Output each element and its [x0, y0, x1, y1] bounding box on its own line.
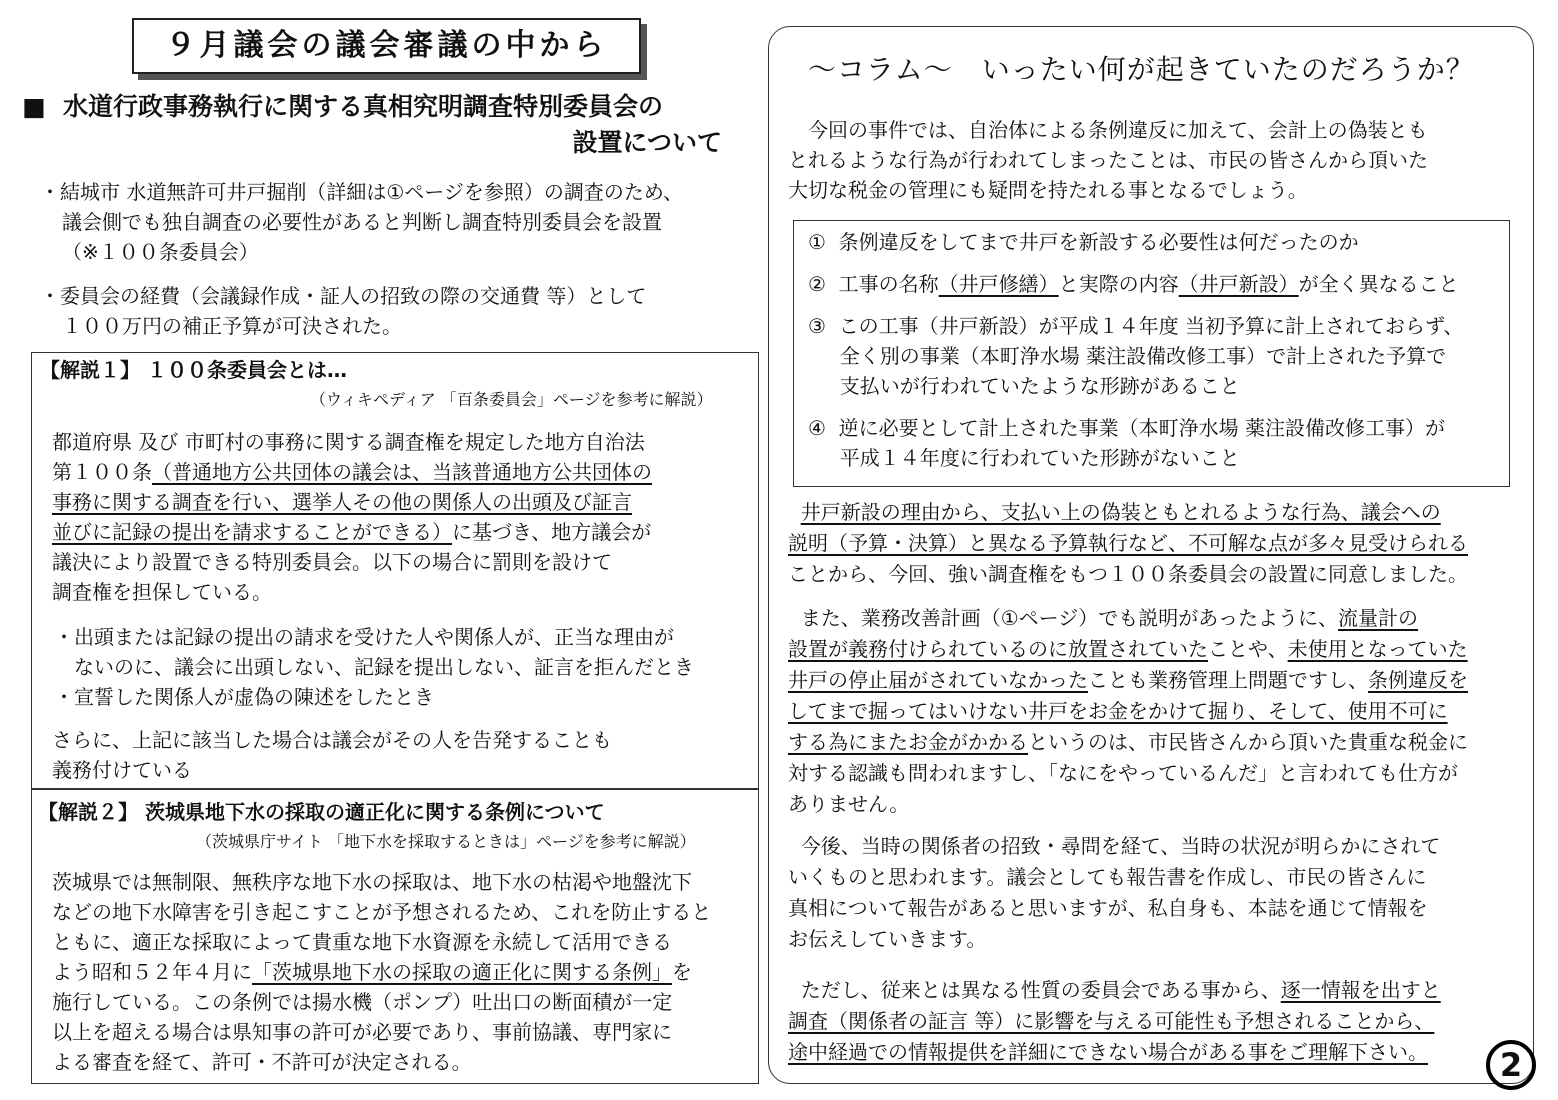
explain1-bullet: ・出頭または記録の提出の請求を受けた人や関係人が、正当な理由が: [54, 625, 674, 649]
page-number: 2: [1486, 1040, 1536, 1090]
section-heading-line2: 設置について: [572, 128, 722, 157]
text-span: 支払いが行われていたような形跡があること: [808, 374, 1240, 398]
underlined-text: 井戸の停止届がされていなかった: [788, 668, 1088, 692]
text-span: が全く異なること: [1298, 272, 1459, 296]
text-span: いくものと思われます。議会としても報告書を作成し、市民の皆さんに: [788, 865, 1427, 889]
explain2-source: （茨城県庁サイト 「地下水を採取するときは」ページを参考に解説）: [196, 832, 696, 851]
text-span: などの地下水障害を引き起こすことが予想されるため、これを防止すると: [52, 900, 712, 924]
column-paragraph-line: [788, 863, 1426, 891]
text-span: 対する認識も問われますし、「なにをやっているんだ」と言われても仕方が: [788, 761, 1458, 785]
underlined-text: 事務に関する調査を行い、選挙人その他の関係人の出頭及び証言: [52, 490, 632, 514]
column-paragraph-line: [788, 976, 1441, 1004]
text-span: 施行している。この条例では揚水機（ポンプ）吐出口の断面積が一定: [52, 990, 673, 1014]
bullet-line: （※１００条委員会）: [62, 240, 259, 264]
column-title: ～コラム～ いったい何が起きていたのだろうか？: [808, 53, 1475, 86]
column-paragraph-line: [788, 604, 1418, 632]
text-span: ② 工事の名称: [808, 272, 939, 296]
explain1-line: [52, 488, 632, 516]
explain2-line: [52, 988, 672, 1016]
bullet-line: １００万円の補正予算が可決された。: [62, 314, 402, 338]
text-span: 茨城県では無制限、無秩序な地下水の採取は、地下水の枯渇や地盤沈下: [52, 870, 692, 894]
text-span: 真相について報告があると思いますが、私自身も、本誌を通じて情報を: [788, 896, 1428, 920]
issue-item: [808, 312, 1463, 340]
bullet-line: ・結城市 水道無許可井戸掘削（詳細は①ページを参照）の調査のため、: [40, 180, 684, 204]
explain1-line: [52, 458, 652, 486]
text-span: [788, 500, 801, 524]
text-span: ① 条例違反をしてまで井戸を新設する必要性は何だったのか: [808, 230, 1359, 254]
explain2-line: [52, 868, 692, 896]
bullet-line: ・委員会の経費（会議録作成・証人の招致の際の交通費 等）として: [40, 284, 647, 308]
issue-item: [808, 372, 1240, 400]
underlined-text: 逐一情報を出すと: [1280, 978, 1441, 1002]
underlined-text: 未使用となっていた: [1287, 637, 1468, 661]
column-paragraph-line: [788, 1007, 1434, 1035]
bullet-line: 議会側でも独自調査の必要性があると判断し調査特別委員会を設置: [62, 210, 662, 234]
column-paragraph-line: [788, 925, 986, 953]
text-span: また、業務改善計画（①ページ）でも説明があったように、: [788, 606, 1339, 630]
text-span: 都道府県 及び 市町村の事務に関する調査権を規定した地方自治法: [52, 430, 645, 454]
underlined-text: 井戸新設の理由から、支払い上の偽装ともとれるような行為、議会への: [800, 500, 1441, 524]
text-span: 以上を超える場合は県知事の許可が必要であり、事前協議、専門家に: [52, 1020, 672, 1044]
explain2-title: 【解説２】 茨城県地下水の採取の適正化に関する条例について: [38, 800, 605, 824]
text-span: に基づき、地方議会が: [452, 520, 652, 544]
column-paragraph-line: [788, 1038, 1428, 1066]
column-paragraph-line: [788, 560, 1468, 588]
issue-item: [808, 228, 1359, 256]
column-paragraph-line: [788, 529, 1468, 557]
explain1-title: 【解説１】 １００条委員会とは…: [40, 358, 347, 382]
explain1-note: さらに、上記に該当した場合は議会がその人を告発することも: [52, 728, 612, 752]
column-paragraph-line: [788, 832, 1440, 860]
explain2-line: [52, 928, 672, 956]
column-paragraph-line: [788, 790, 909, 818]
column-paragraph-line: [788, 697, 1448, 725]
explain1-line: [52, 548, 612, 576]
explain1-line: [52, 578, 272, 606]
text-span: ④ 逆に必要として計上された事業（本町浄水場 薬注設備改修工事）が: [808, 416, 1446, 440]
issue-item: [808, 444, 1240, 472]
underlined-text: 説明（予算・決算）と異なる予算執行など、不可解な点が多々見受けられる: [788, 531, 1468, 555]
text-span: 全く別の事業（本町浄水場 薬注設備改修工事）で計上された予算で: [808, 344, 1447, 368]
explain1-line: [52, 428, 645, 456]
column-intro-line: 今回の事件では、自治体による条例違反に加えて、会計上の偽装とも: [808, 118, 1428, 142]
square-bullet-icon: ■: [22, 92, 46, 121]
text-span: 議決により設置できる特別委員会。以下の場合に罰則を設けて: [52, 550, 612, 574]
underlined-text: 途中経過での情報提供を詳細にできない場合がある事をご理解下さい。: [788, 1040, 1428, 1064]
column-intro-line: とれるような行為が行われてしまったことは、市民の皆さんから頂いた: [788, 148, 1428, 172]
explain2-line: [52, 958, 692, 986]
text-span: 今後、当時の関係者の招致・尋問を経て、当時の状況が明らかにされて: [788, 834, 1441, 858]
explain1-note: 義務付けている: [52, 758, 192, 782]
underlined-text: してまで掘ってはいけない井戸をお金をかけて掘り、そして、使用不可に: [788, 699, 1448, 723]
explain1-line: [52, 518, 651, 546]
section-heading-line1: ■ 水道行政事務執行に関する真相究明調査特別委員会の: [22, 92, 664, 121]
column-paragraph-line: [788, 635, 1468, 663]
column-paragraph-line: [788, 728, 1468, 756]
text-span: を: [672, 960, 692, 984]
underlined-text: （普通地方公共団体の議会は、当該普通地方公共団体の: [152, 460, 652, 484]
text-span: 第１００条: [52, 460, 152, 484]
underlined-text: （井戸修繕）: [938, 272, 1059, 296]
column-paragraph-line: [788, 666, 1468, 694]
text-span: と実際の内容: [1058, 272, 1179, 296]
text-span: というのは、市民皆さんから頂いた貴重な税金に: [1028, 730, 1468, 754]
section-heading: [22, 90, 722, 160]
explain2-line: [52, 1048, 472, 1076]
text-span: よう昭和５２年４月に: [52, 960, 252, 984]
text-span: ③ この工事（井戸新設）が平成１４年度 当初予算に計上されておらず、: [808, 314, 1464, 338]
explain1-source: （ウィキペディア 「百条委員会」ページを参考に解説）: [310, 390, 713, 409]
text-span: ただし、従来とは異なる性質の委員会である事から、: [788, 978, 1281, 1002]
underlined-text: （井戸新設）: [1178, 272, 1299, 296]
text-span: 調査権を担保している。: [52, 580, 272, 604]
column-paragraph-line: [788, 498, 1441, 526]
column-paragraph-line: [788, 759, 1458, 787]
issue-item: [808, 270, 1459, 298]
text-span: ありません。: [788, 792, 910, 816]
underlined-text: 流量計の: [1338, 606, 1419, 630]
text-span: ともに、適正な採取によって貴重な地下水資源を永続して活用できる: [52, 930, 672, 954]
issue-item: [808, 414, 1445, 442]
column-intro-line: 大切な税金の管理にも疑問を持たれる事となるでしょう。: [788, 178, 1308, 202]
underlined-text: 並びに記録の提出を請求することができる）: [52, 520, 452, 544]
text-span: ことも業務管理上問題ですし、: [1088, 668, 1368, 692]
underlined-text: 調査（関係者の証言 等）に影響を与える可能性も予想されることから、: [788, 1009, 1435, 1033]
page-title: ９月議会の議会審議の中から: [132, 18, 641, 74]
underlined-text: 条例違反を: [1368, 668, 1468, 692]
text-span: 平成１４年度に行われていた形跡がないこと: [808, 446, 1240, 470]
underlined-text: 「茨城県地下水の採取の適正化に関する条例」: [252, 960, 672, 984]
issue-item: [808, 342, 1446, 370]
explain1-bullet: ・宣誓した関係人が虚偽の陳述をしたとき: [54, 685, 434, 709]
explain2-line: [52, 898, 711, 926]
explain1-bullet: ないのに、議会に出頭しない、記録を提出しない、証言を拒んだとき: [74, 655, 694, 679]
underlined-text: する為にまたお金がかかる: [788, 730, 1028, 754]
column-paragraph-line: [788, 894, 1428, 922]
explain2-line: [52, 1018, 672, 1046]
underlined-text: 設置が義務付けられているのに放置されていた: [788, 637, 1208, 661]
text-span: お伝えしていきます。: [788, 927, 987, 951]
text-span: ことや、: [1208, 637, 1288, 661]
text-span: よる審査を経て、許可・不許可が決定される。: [52, 1050, 472, 1074]
text-span: ことから、今回、強い調査権をもつ１００条委員会の設置に同意しました。: [788, 562, 1468, 586]
